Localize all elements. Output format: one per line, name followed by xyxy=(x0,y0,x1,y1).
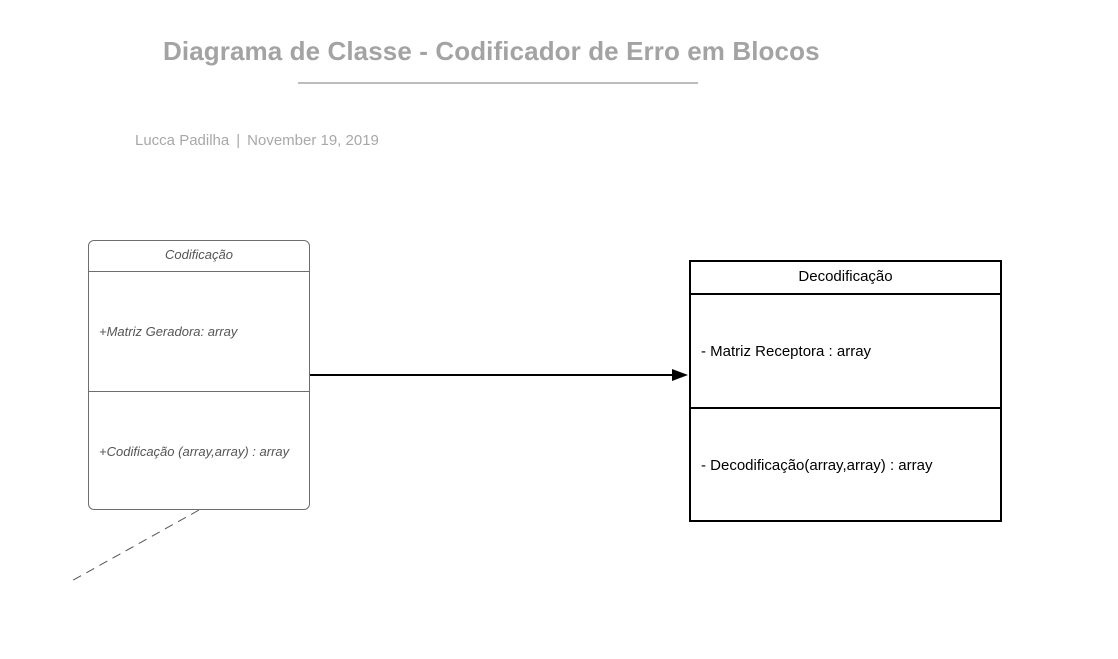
dashed-connector-line[interactable] xyxy=(68,510,199,583)
document-date: November 19, 2019 xyxy=(247,132,379,149)
method-codificacao: +Codificação (array,array) : array xyxy=(99,444,290,459)
class-name-decodificacao: Decodificação xyxy=(691,262,1000,295)
class-box-decodificacao[interactable] xyxy=(689,260,1002,522)
class-name-codificacao: Codificação xyxy=(89,241,309,272)
class-method-decodificacao xyxy=(691,409,1000,521)
diagram-title: Diagrama de Classe - Codificador de Erro em Blocos xyxy=(163,36,820,66)
method-decodificacao: - Decodificação(array,array) : array xyxy=(701,456,933,474)
attribute-matriz-receptora: - Matriz Receptora : array xyxy=(701,342,872,360)
association-arrowhead xyxy=(672,369,688,381)
meta-separator: | xyxy=(236,132,241,149)
author-name: Lucca Padilha xyxy=(135,132,230,149)
class-box-codificacao[interactable] xyxy=(88,240,310,510)
class-attribute-decodificacao xyxy=(691,295,1000,409)
class-method-codificacao xyxy=(89,392,309,510)
attribute-matriz-geradora: +Matriz Geradora: array xyxy=(99,324,238,339)
class-attribute-codificacao xyxy=(89,272,309,392)
